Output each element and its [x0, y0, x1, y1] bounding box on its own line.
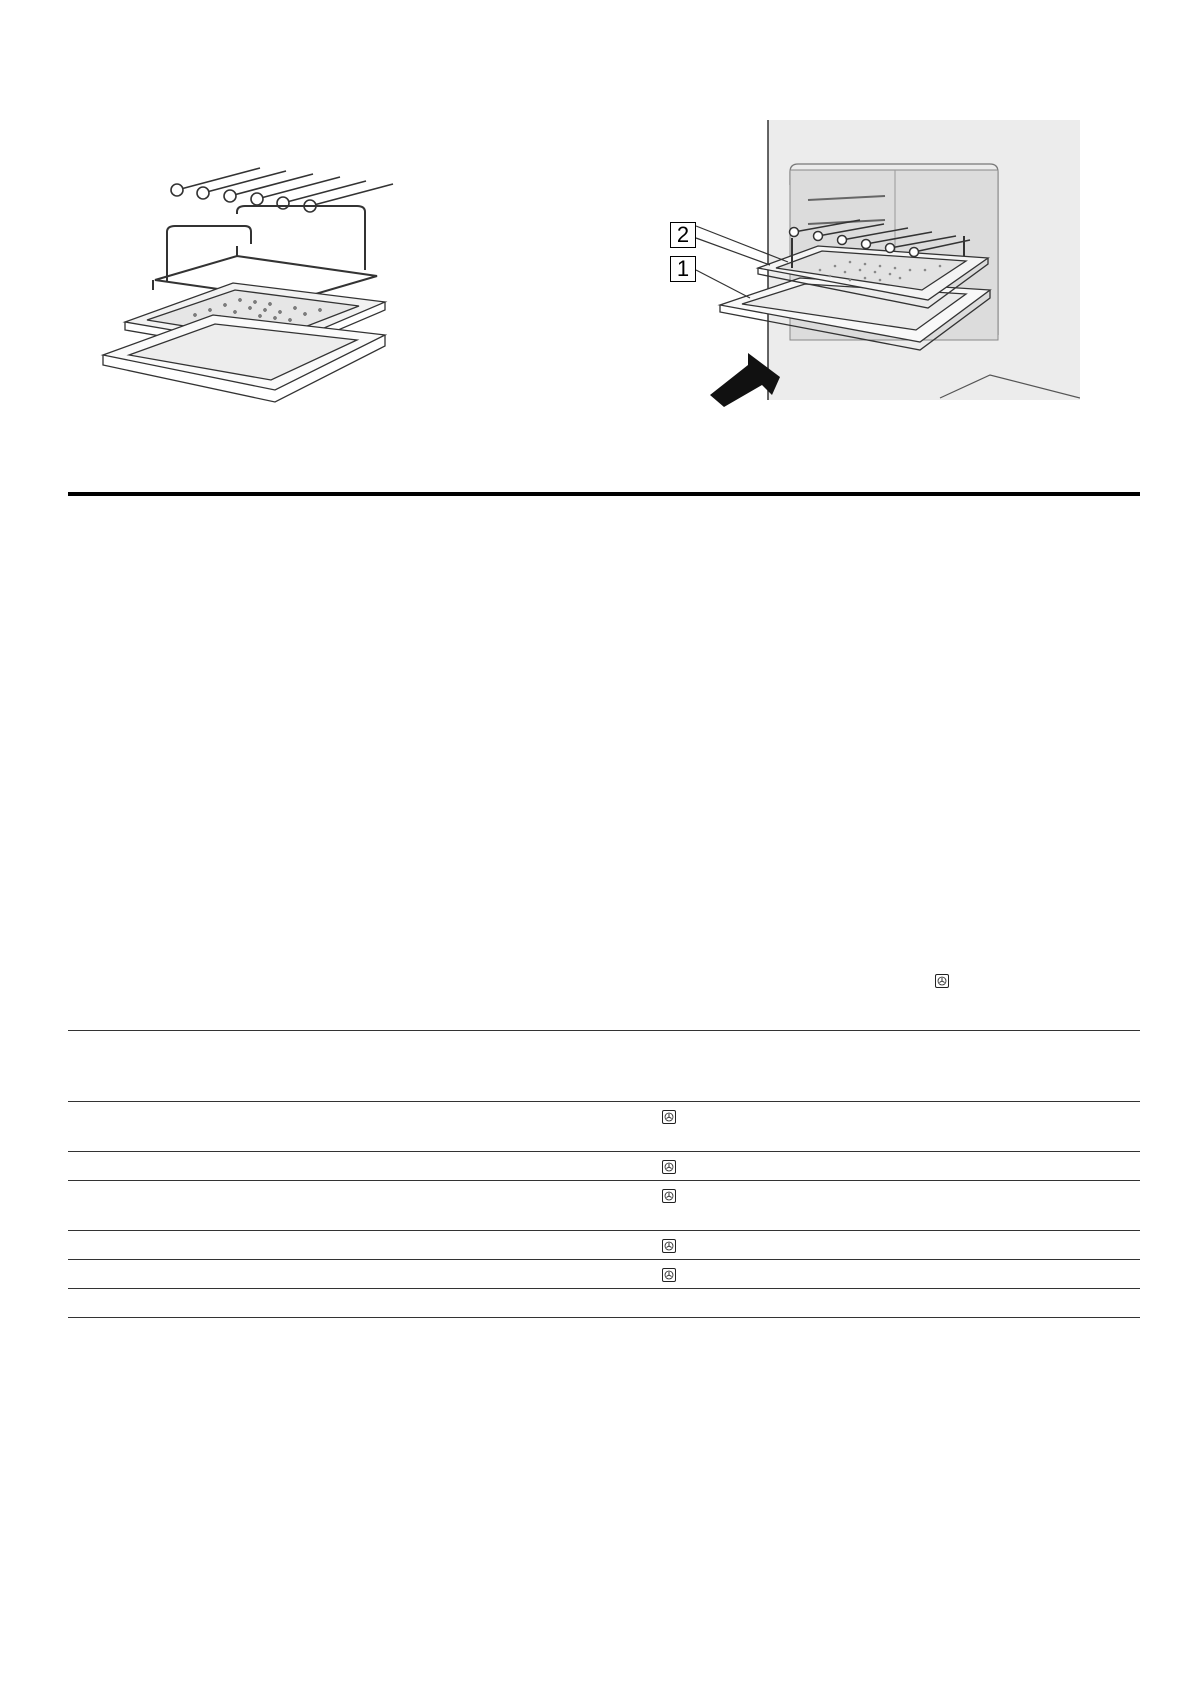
table-rule — [68, 1030, 1140, 1031]
table-rule — [68, 1259, 1140, 1260]
table-rule — [68, 1288, 1140, 1289]
fan-icon — [662, 1189, 676, 1203]
fan-icon — [662, 1239, 676, 1253]
oven-insertion-drawing — [670, 120, 1080, 420]
table-rule — [68, 1230, 1140, 1231]
section-divider — [68, 492, 1140, 496]
table-rule — [68, 1151, 1140, 1152]
fan-icon — [662, 1110, 676, 1124]
oven-insertion-illustration — [670, 120, 1080, 420]
fan-icon — [935, 974, 949, 988]
callout-2: 2 — [670, 222, 696, 248]
fan-icon — [662, 1160, 676, 1174]
callout-1: 1 — [670, 256, 696, 282]
table-rule — [68, 1180, 1140, 1181]
settings-table — [68, 1030, 1140, 1320]
table-rule — [68, 1317, 1140, 1318]
accessory-set-drawing — [95, 150, 425, 450]
accessory-set-illustration — [95, 150, 425, 450]
fan-icon — [662, 1268, 676, 1282]
table-rule — [68, 1101, 1140, 1102]
